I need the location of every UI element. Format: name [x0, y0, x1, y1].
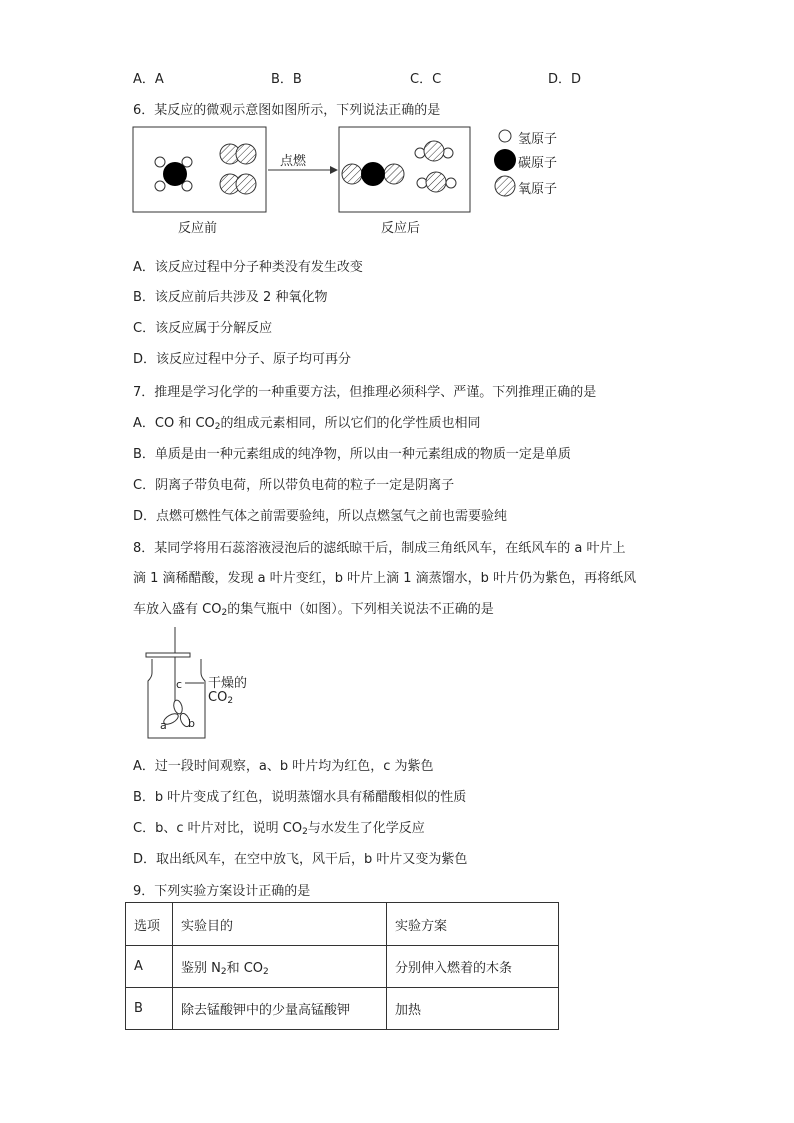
blade-label-c: c — [176, 678, 183, 691]
header-option: 选项 — [126, 903, 173, 946]
q9-stem: 9．下列实验方案设计正确的是 — [133, 884, 311, 899]
glass-lid — [146, 653, 190, 657]
experiment-table — [125, 902, 559, 1030]
q7-option-c: C．阴离子带负电荷，所以带负电荷的粒子一定是阴离子 — [133, 478, 455, 493]
reaction-diagram — [130, 124, 580, 216]
row-option: B — [126, 988, 173, 1030]
row-plan: 加热 — [387, 988, 559, 1030]
q5-option-d: D．D — [548, 72, 582, 87]
table-header-row — [126, 903, 559, 946]
header-plan: 实验方案 — [387, 903, 559, 946]
q6-option-b: B．该反应前后共涉及 2 种氧化物 — [133, 290, 328, 305]
q8-option-b: B．b 叶片变成了红色，说明蒸馏水具有稀醋酸相似的性质 — [133, 790, 467, 805]
q5-option-c: C．C — [410, 72, 442, 87]
carbon-dioxide-molecule — [342, 162, 404, 186]
q5-option-a: A．A — [133, 72, 164, 87]
q8-option-a: A．过一段时间观察，a、b 叶片均为红色，c 为紫色 — [133, 759, 434, 774]
caption-after: 反应后 — [381, 221, 421, 236]
q8-option-c: C．b、c 叶片对比，说明 $CO_2$与水发生了化学反应 — [133, 821, 425, 837]
q7-option-a: A．CO 和 $CO_2$的组成元素相同，所以它们的化学性质也相同 — [133, 416, 481, 432]
row-goal: 鉴别 $N_2$和 $CO_2$ — [173, 946, 387, 988]
legend-oxygen: 氧原子 — [518, 182, 558, 197]
blade-label-a: a — [160, 719, 167, 732]
q6-option-a: A．该反应过程中分子种类没有发生改变 — [133, 260, 363, 275]
table-row — [126, 946, 559, 988]
q8-stem-line-3: 车放入盛有 $CO_2$的集气瓶中（如图）。下列相关说法不正确的是 — [133, 602, 494, 618]
blade-label-b: b — [188, 717, 195, 730]
q8-stem-line-2: 滴 1 滴稀醋酸，发现 a 叶片变红，b 叶片上滴 1 滴蒸馏水，b 叶片仍为紫色，再将纸风 — [133, 571, 637, 586]
fig-label-dry: 干燥的 — [208, 676, 248, 691]
before-box — [133, 127, 266, 212]
q6-option-c: C．该反应属于分解反应 — [133, 321, 273, 336]
q7-option-b: B．单质是由一种元素组成的纯净物，所以由一种元素组成的物质一定是单质 — [133, 447, 571, 462]
caption-before: 反应前 — [178, 221, 218, 236]
header-goal: 实验目的 — [173, 903, 387, 946]
oxygen-atom-legend-symbol — [495, 176, 515, 196]
arrow-label: 点燃 — [280, 154, 307, 169]
legend-hydrogen: 氢原子 — [518, 132, 558, 147]
q5-option-b: B．B — [271, 72, 302, 87]
q6-stem: 6．某反应的微观示意图如图所示，下列说法正确的是 — [133, 103, 441, 118]
carbon-atom-legend-symbol — [494, 149, 516, 171]
q8-stem-line-1: 8．某同学将用石蕊溶液浸泡后的滤纸晾干后，制成三角纸风车，在纸风车的 a 叶片上 — [133, 541, 626, 556]
table-row — [126, 988, 559, 1030]
row-goal: 除去锰酸钾中的少量高锰酸钾 — [173, 988, 387, 1030]
q7-option-d: D．点燃可燃性气体之前需要验纯，所以点燃氢气之前也需要验纯 — [133, 509, 508, 524]
row-option: A — [126, 946, 173, 988]
fig-label-co2: $CO_2$ — [208, 690, 234, 706]
gas-bottle — [148, 659, 205, 738]
q6-option-d: D．该反应过程中分子、原子均可再分 — [133, 352, 352, 367]
q7-stem: 7．推理是学习化学的一种重要方法，但推理必须科学、严谨。下列推理正确的是 — [133, 385, 597, 400]
legend-carbon: 碳原子 — [518, 156, 558, 171]
row-plan: 分别伸入燃着的木条 — [387, 946, 559, 988]
q8-option-d: D．取出纸风车，在空中放飞，风干后，b 叶片又变为紫色 — [133, 852, 468, 867]
hydrogen-atom-legend-symbol — [499, 130, 511, 142]
